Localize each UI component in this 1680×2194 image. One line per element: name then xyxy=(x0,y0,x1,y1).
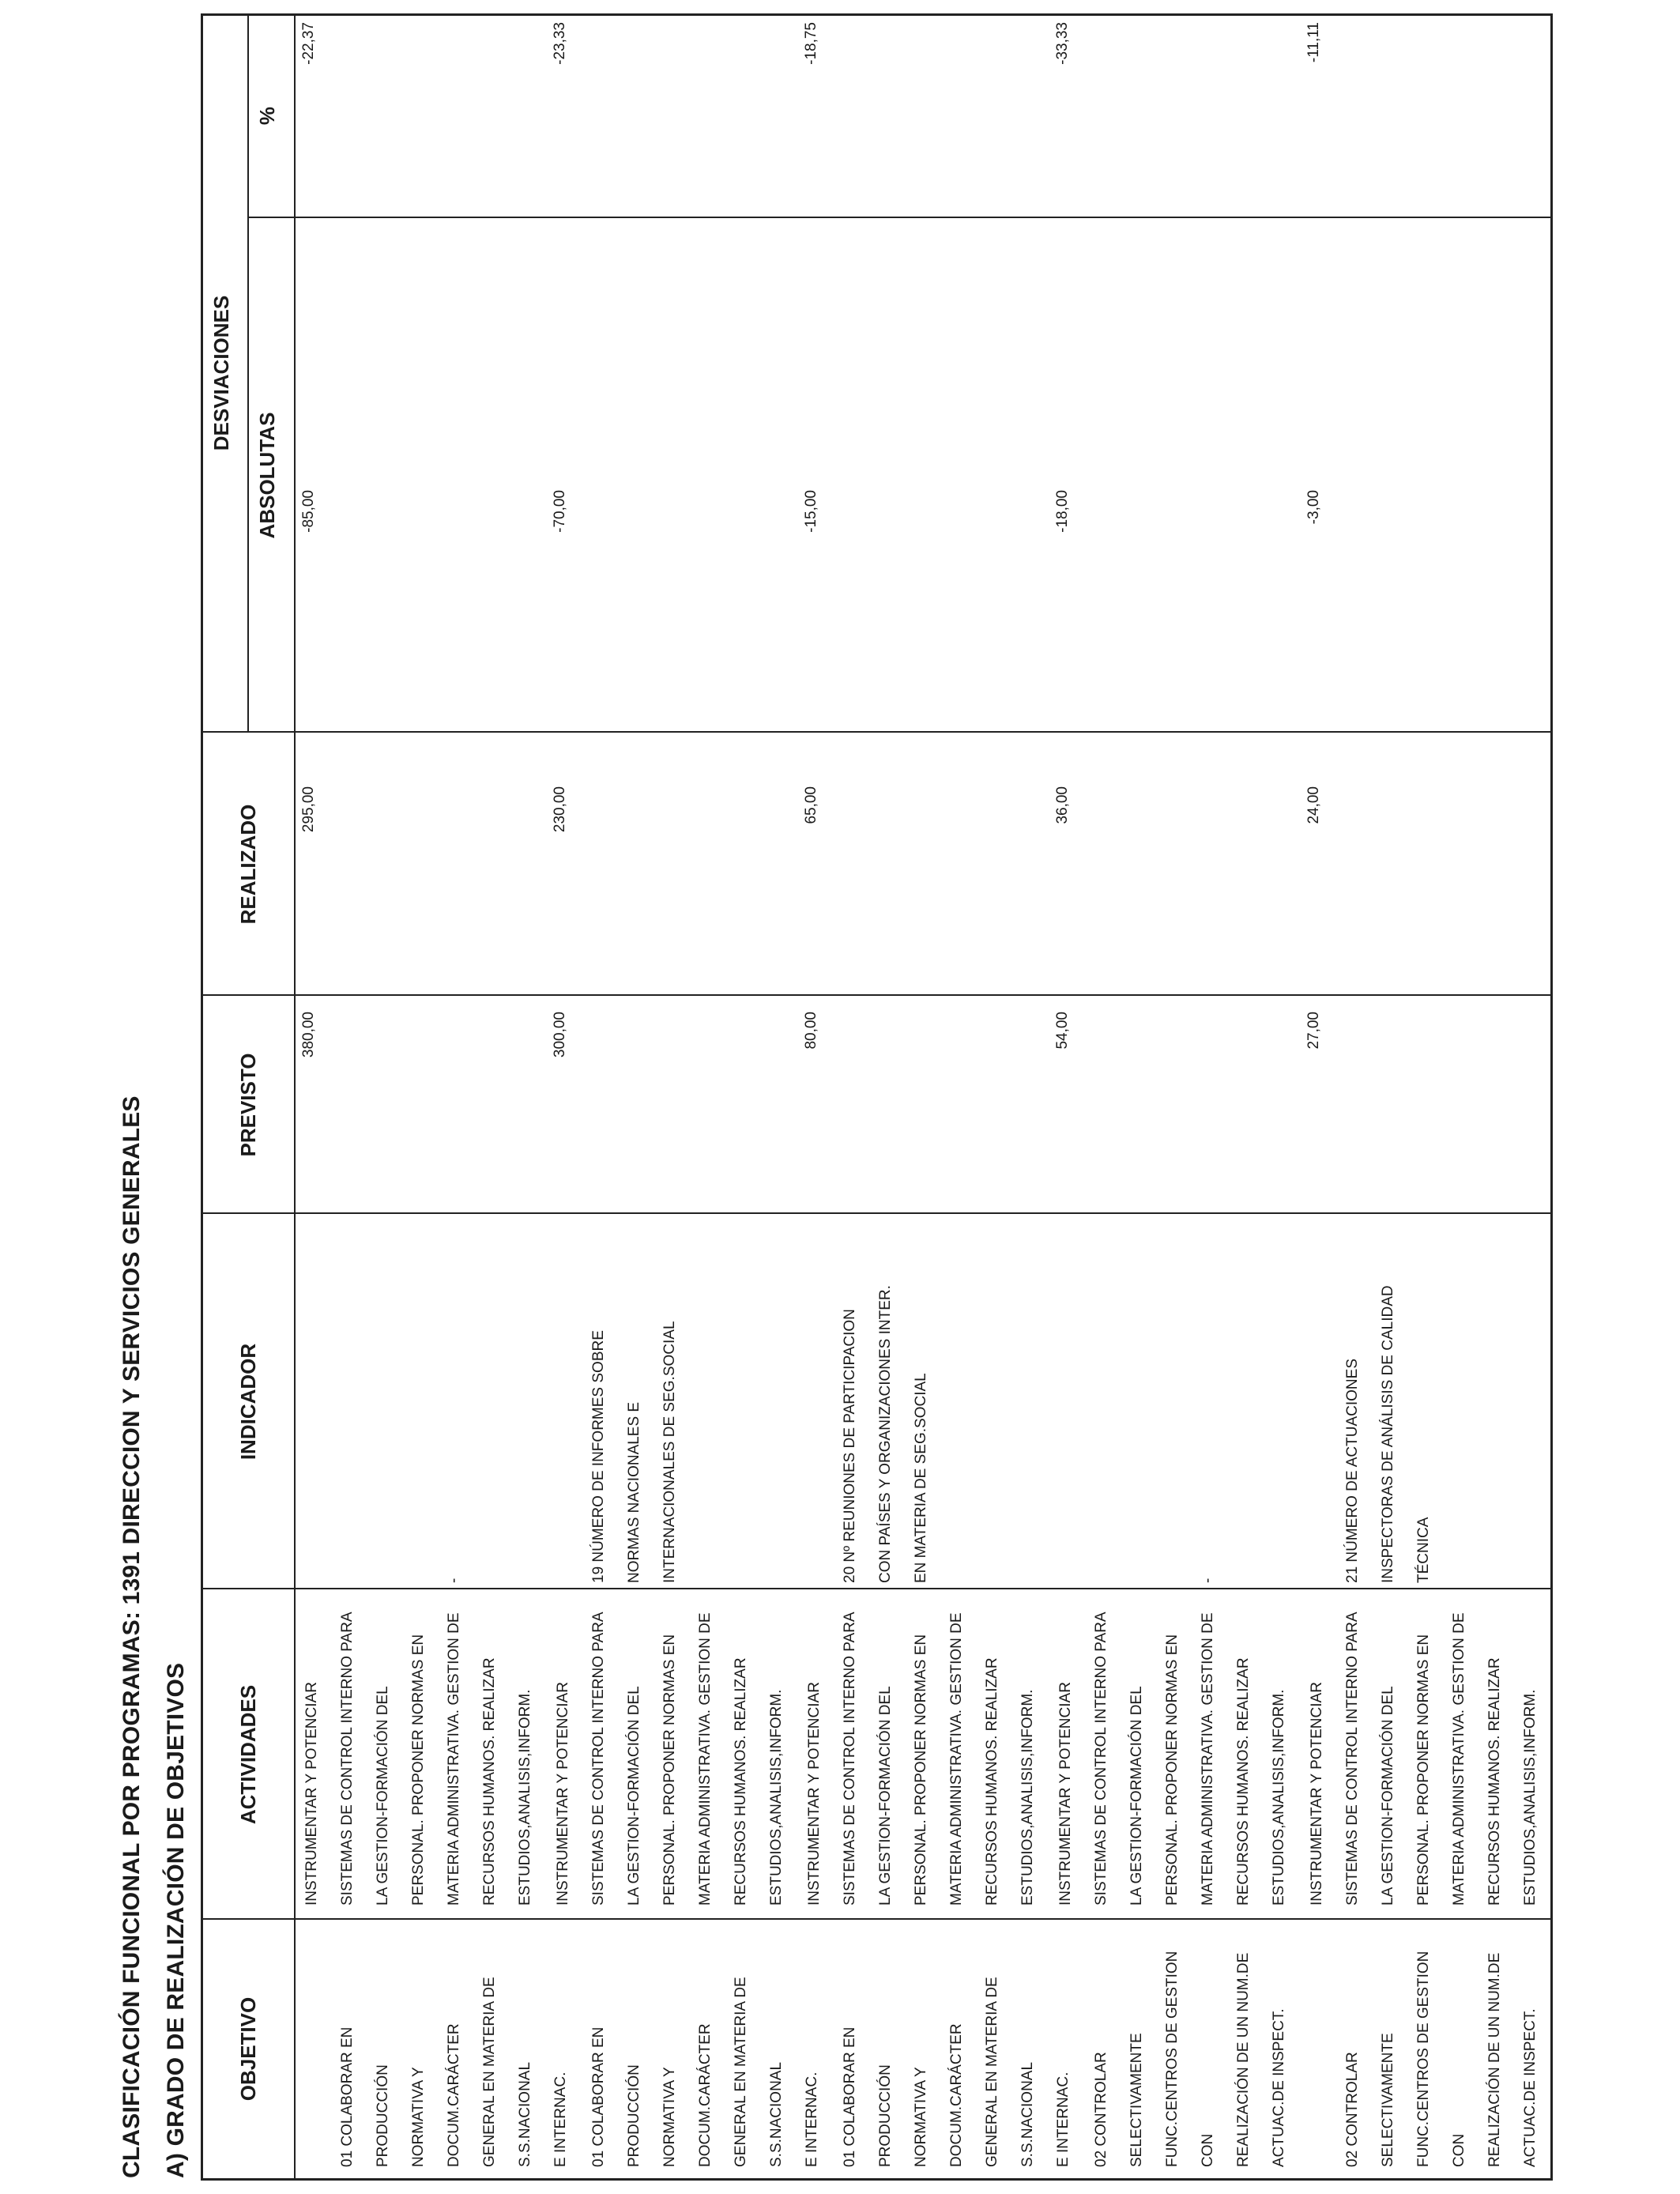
objetivo-cell-line: GENERAL EN MATERIA DE S.S.NACIONAL xyxy=(481,1977,533,2167)
actividades-cell-line: PERSONAL. PROPONER NORMAS EN xyxy=(661,1634,678,1906)
objetivo-cell xyxy=(1048,1930,1297,2167)
actividades-cell xyxy=(797,1591,1045,1906)
previsto-value: 80,00 xyxy=(803,1012,819,1050)
indicador-cell-line xyxy=(1299,1220,1335,1583)
objetivo-cell-line: NORMATIVA Y DOCUM.CARÁCTER xyxy=(410,2023,462,2167)
actividades-cell xyxy=(294,1591,543,1906)
objetivo-cell-line xyxy=(294,1930,330,2167)
objetivo-cell-line xyxy=(1048,1930,1083,2167)
objetivo-cell-line xyxy=(545,1930,581,2167)
actividades-cell-line: PERSONAL. PROPONER NORMAS EN xyxy=(913,1634,929,1906)
document-title: CLASIFICACIÓN FUNCIONAL POR PROGRAMAS: 1391 DIRECCION Y SERVICIOS GENERALES xyxy=(119,1095,145,2178)
header-actividades: ACTIVIDADES xyxy=(236,1684,260,1825)
objetivo-cell-line: FUNC.CENTROS DE GESTION CON xyxy=(1164,1951,1216,2167)
actividades-cell-line: RECURSOS HUMANOS. REALIZAR xyxy=(733,1657,749,1906)
objetivo-cell-line xyxy=(1299,1930,1335,2167)
actividades-cell-line: PERSONAL. PROPONER NORMAS EN xyxy=(410,1634,427,1906)
header-indicador: INDICADOR xyxy=(236,1343,260,1461)
objetivo-cell-line: REALIZACIÓN DE UN NUM.DE xyxy=(1235,1952,1252,2167)
actividades-cell-line: ESTUDIOS,ANALISIS,INFORM. xyxy=(1019,1689,1036,1906)
objetivo-cell-line: 02 CONTROLAR SELECTIVAMENTE xyxy=(1344,2033,1396,2167)
actividades-cell-line: MATERIA ADMINISTRATIVA. GESTION DE xyxy=(697,1612,714,1906)
indicador-cell xyxy=(294,1220,472,1583)
porcentaje-value: -22,37 xyxy=(300,22,317,65)
indicador-cell-line xyxy=(401,1220,436,1583)
indicador-cell-line: CON PAÍSES Y ORGANIZACIONES INTER. xyxy=(877,1285,894,1583)
indicador-cell-line: 19 NÚMERO DE INFORMES SOBRE xyxy=(590,1330,607,1583)
indicador-cell-line: 20 Nº REUNIONES DE PARTICIPACION xyxy=(842,1309,858,1583)
realizado-value: 24,00 xyxy=(1305,786,1322,824)
indicador-cell-line xyxy=(1083,1220,1119,1583)
header-previsto: PREVISTO xyxy=(236,1053,260,1157)
actividades-cell-line: RECURSOS HUMANOS. REALIZAR xyxy=(984,1657,1000,1906)
actividades-cell xyxy=(1048,1591,1297,1906)
header-objetivo: OBJETIVO xyxy=(236,1996,260,2102)
actividades-cell-line: LA GESTION-FORMACIÓN DEL xyxy=(1380,1686,1396,1906)
objetivo-cell-line: E INTERNAC. xyxy=(552,2071,569,2167)
indicador-cell-line: INTERNACIONALES DE SEG.SOCIAL xyxy=(661,1321,678,1583)
actividades-cell-line: PERSONAL. PROPONER NORMAS EN xyxy=(1164,1634,1181,1906)
header-porcentaje: % xyxy=(255,106,279,126)
indicador-cell-line: 21 NÚMERO DE ACTUACIONES xyxy=(1344,1359,1361,1583)
actividades-cell-line: SISTEMAS DE CONTROL INTERNO PARA xyxy=(1344,1612,1361,1906)
indicador-cell-line xyxy=(1119,1220,1155,1583)
porcentaje-value: -33,33 xyxy=(1054,22,1071,65)
previsto-value: 300,00 xyxy=(552,1012,568,1058)
header-absolutas: ABSOLUTAS xyxy=(255,412,279,539)
objetivo-cell-line: GENERAL EN MATERIA DE S.S.NACIONAL xyxy=(733,1977,785,2167)
actividades-cell-line: INSTRUMENTAR Y POTENCIAR xyxy=(1309,1682,1325,1906)
indicador-cell-line: NORMAS NACIONALES E xyxy=(626,1401,642,1583)
indicador-cell-line: INSPECTORAS DE ANÁLISIS DE CALIDAD xyxy=(1380,1285,1396,1583)
indicador-cell-line: - xyxy=(1200,1578,1216,1583)
indicador-cell-line xyxy=(330,1220,365,1583)
actividades-cell-line: RECURSOS HUMANOS. REALIZAR xyxy=(1235,1657,1252,1906)
indicador-cell xyxy=(1048,1220,1226,1583)
table-row xyxy=(1048,16,1299,2178)
indicador-cell-line xyxy=(365,1220,401,1583)
actividades-cell-line: RECURSOS HUMANOS. REALIZAR xyxy=(1486,1657,1503,1906)
actividades-cell-line: LA GESTION-FORMACIÓN DEL xyxy=(877,1686,894,1906)
actividades-cell-line: ESTUDIOS,ANALISIS,INFORM. xyxy=(768,1689,785,1906)
actividades-cell-line: SISTEMAS DE CONTROL INTERNO PARA xyxy=(339,1612,356,1906)
actividades-cell-line: SISTEMAS DE CONTROL INTERNO PARA xyxy=(842,1612,858,1906)
actividades-cell-line: MATERIA ADMINISTRATIVA. GESTION DE xyxy=(1200,1612,1216,1906)
objetivo-cell-line: GENERAL EN MATERIA DE S.S.NACIONAL xyxy=(984,1977,1036,2167)
objetivo-cell-line: NORMATIVA Y DOCUM.CARÁCTER xyxy=(661,2023,714,2167)
actividades-cell-line: MATERIA ADMINISTRATIVA. GESTION DE xyxy=(446,1612,462,1906)
indicador-cell-line xyxy=(1048,1220,1083,1583)
realizado-value: 36,00 xyxy=(1054,786,1071,824)
actividades-cell-line: ESTUDIOS,ANALISIS,INFORM. xyxy=(517,1689,533,1906)
objetivo-cell-line: 01 COLABORAR EN PRODUCCIÓN xyxy=(339,2026,391,2167)
indicador-cell xyxy=(1299,1220,1441,1583)
actividades-cell-line: LA GESTION-FORMACIÓN DEL xyxy=(1128,1686,1145,1906)
actividades-cell-line: LA GESTION-FORMACIÓN DEL xyxy=(375,1686,391,1906)
section-subtitle: A) GRADO DE REALIZACIÓN DE OBJETIVOS xyxy=(163,1662,189,2178)
objetivo-cell xyxy=(797,1930,1081,2167)
previsto-value: 380,00 xyxy=(300,1012,317,1058)
absolutas-value: -15,00 xyxy=(803,490,819,533)
actividades-cell-line: RECURSOS HUMANOS. REALIZAR xyxy=(481,1657,498,1906)
porcentaje-value: -18,75 xyxy=(803,22,819,65)
porcentaje-value: -23,33 xyxy=(552,22,568,65)
objectives-table xyxy=(201,13,1553,2181)
objetivo-cell-line: FUNC.CENTROS DE GESTION CON xyxy=(1415,1951,1467,2167)
table-row xyxy=(1299,16,1550,2178)
realizado-value: 230,00 xyxy=(552,786,568,833)
absolutas-value: -70,00 xyxy=(552,490,568,533)
objetivo-cell-line: ACTUAC.DE INSPECT. xyxy=(1271,2008,1287,2167)
previsto-value: 54,00 xyxy=(1054,1012,1071,1050)
indicador-cell-line xyxy=(1155,1220,1190,1583)
indicador-cell-line: TÉCNICA xyxy=(1415,1517,1432,1583)
actividades-cell-line: LA GESTION-FORMACIÓN DEL xyxy=(626,1686,642,1906)
actividades-cell-line: INSTRUMENTAR Y POTENCIAR xyxy=(555,1682,571,1906)
realizado-value: 295,00 xyxy=(300,786,317,833)
desviaciones-divider xyxy=(247,16,249,733)
objetivo-cell xyxy=(294,1930,578,2167)
absolutas-value: -3,00 xyxy=(1305,490,1322,525)
objetivo-cell-line xyxy=(797,1930,832,2167)
objetivo-cell-line: 01 COLABORAR EN PRODUCCIÓN xyxy=(590,2026,642,2167)
actividades-cell-line: MATERIA ADMINISTRATIVA. GESTION DE xyxy=(1451,1612,1467,1906)
indicador-cell-line xyxy=(294,1220,330,1583)
indicador-cell xyxy=(797,1220,939,1583)
actividades-cell-line: SISTEMAS DE CONTROL INTERNO PARA xyxy=(1093,1612,1109,1906)
indicador-cell-line: - xyxy=(446,1578,462,1583)
objetivo-cell xyxy=(1299,1930,1548,2167)
objetivo-cell-line: E INTERNAC. xyxy=(804,2071,820,2167)
objetivo-cell-line: ACTUAC.DE INSPECT. xyxy=(1522,2008,1539,2167)
indicador-cell-line xyxy=(797,1220,832,1583)
absolutas-value: -18,00 xyxy=(1054,490,1071,533)
header-realizado: REALIZADO xyxy=(236,804,260,925)
indicador-cell-line: EN MATERIA DE SEG.SOCIAL xyxy=(913,1373,929,1583)
porcentaje-value: -11,11 xyxy=(1305,22,1322,63)
absolutas-value: -85,00 xyxy=(300,490,317,533)
header-desviaciones: DESVIACIONES xyxy=(209,295,233,451)
indicador-cell xyxy=(545,1220,687,1583)
indicador-cell-line xyxy=(545,1220,581,1583)
actividades-cell-line: INSTRUMENTAR Y POTENCIAR xyxy=(1057,1682,1074,1906)
objetivo-cell-line: REALIZACIÓN DE UN NUM.DE xyxy=(1486,1952,1503,2167)
actividades-cell-line: INSTRUMENTAR Y POTENCIAR xyxy=(806,1682,823,1906)
previsto-value: 27,00 xyxy=(1305,1012,1322,1050)
table-body xyxy=(294,16,1550,2178)
actividades-cell-line: PERSONAL. PROPONER NORMAS EN xyxy=(1415,1634,1432,1906)
actividades-cell-line: SISTEMAS DE CONTROL INTERNO PARA xyxy=(590,1612,607,1906)
actividades-cell xyxy=(545,1591,794,1906)
objetivo-cell-line: NORMATIVA Y DOCUM.CARÁCTER xyxy=(913,2023,965,2167)
actividades-cell-line: INSTRUMENTAR Y POTENCIAR xyxy=(303,1682,320,1906)
actividades-cell-line: ESTUDIOS,ANALISIS,INFORM. xyxy=(1522,1689,1539,1906)
actividades-cell xyxy=(1299,1591,1548,1906)
objetivo-cell-line: 01 COLABORAR EN PRODUCCIÓN xyxy=(842,2026,894,2167)
objetivo-cell xyxy=(545,1930,830,2167)
actividades-cell-line: ESTUDIOS,ANALISIS,INFORM. xyxy=(1271,1689,1287,1906)
realizado-value: 65,00 xyxy=(803,786,819,824)
objetivo-cell-line: E INTERNAC. xyxy=(1055,2071,1072,2167)
actividades-cell-line: MATERIA ADMINISTRATIVA. GESTION DE xyxy=(948,1612,965,1906)
objetivo-cell-line: 02 CONTROLAR SELECTIVAMENTE xyxy=(1093,2033,1145,2167)
